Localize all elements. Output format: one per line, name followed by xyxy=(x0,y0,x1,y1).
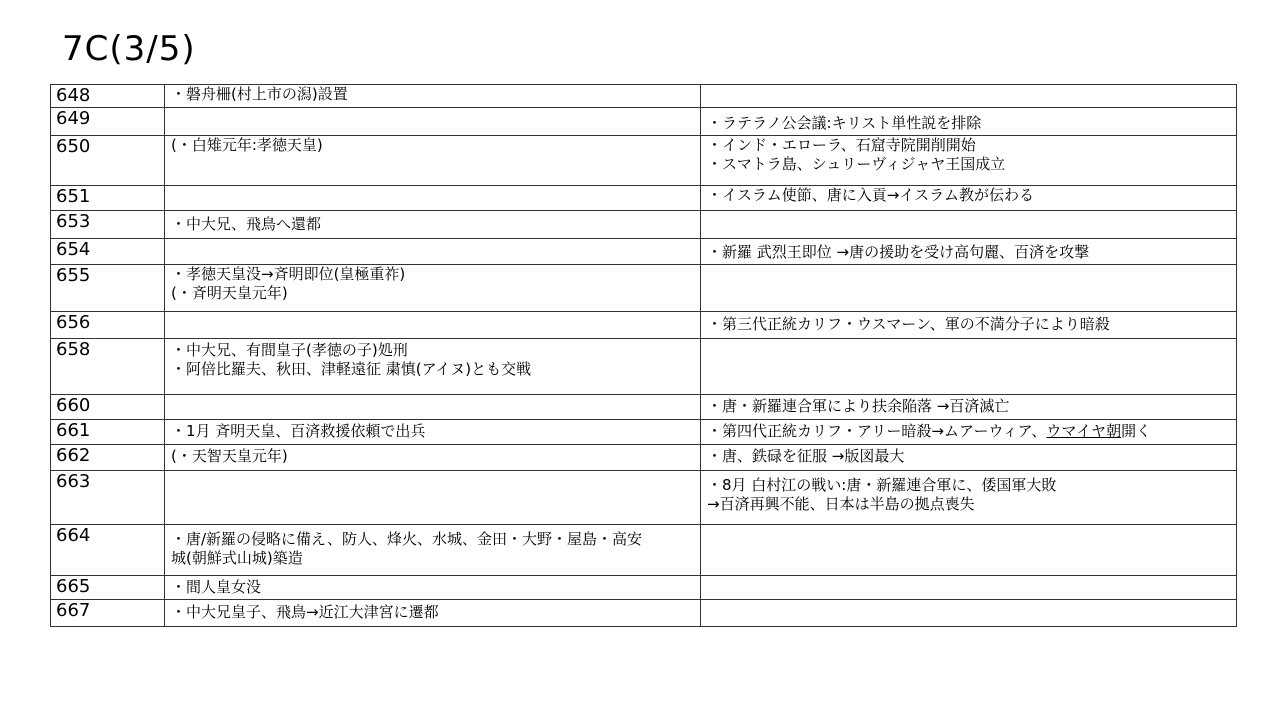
japan-event-cell xyxy=(165,108,701,136)
year-cell: 661 xyxy=(51,420,165,445)
world-event-cell xyxy=(701,265,1237,312)
year-cell: 662 xyxy=(51,445,165,471)
world-event-cell: ・8月 白村江の戦い:唐・新羅連合軍に、倭国軍大敗 →百済再興不能、日本は半島の拠点喪失 xyxy=(701,471,1237,525)
world-event-cell: ・唐・新羅連合軍により扶余陥落 →百済滅亡 xyxy=(701,395,1237,420)
world-event-cell xyxy=(701,339,1237,395)
world-event-cell: ・第三代正統カリフ・ウスマーン、軍の不満分子により暗殺 xyxy=(701,312,1237,339)
page-title: 7C(3/5) xyxy=(62,29,196,69)
umayyad-link-text: ウマイヤ朝 xyxy=(1046,422,1122,440)
table-row xyxy=(51,85,1237,108)
table-row xyxy=(51,186,1237,211)
world-event-cell: ・イスラム使節、唐に入貢→イスラム教が伝わる xyxy=(701,186,1237,211)
table-row xyxy=(51,445,1237,471)
table-row xyxy=(51,420,1237,445)
japan-event-cell xyxy=(165,471,701,525)
table-row xyxy=(51,265,1237,312)
japan-event-cell: ・磐舟柵(村上市の潟)設置 xyxy=(165,85,701,108)
japan-event-cell xyxy=(165,312,701,339)
year-cell: 653 xyxy=(51,211,165,239)
world-event-cell: ・ラテラノ公会議:キリスト単性説を排除 xyxy=(701,108,1237,136)
year-cell: 649 xyxy=(51,108,165,136)
world-event-cell xyxy=(701,211,1237,239)
japan-event-cell xyxy=(165,239,701,265)
world-event-text: 開く xyxy=(1121,422,1152,440)
table-row xyxy=(51,211,1237,239)
year-cell: 648 xyxy=(51,85,165,108)
table-row xyxy=(51,312,1237,339)
world-event-cell: ・新羅 武烈王即位 →唐の援助を受け高句麗、百済を攻撃 xyxy=(701,239,1237,265)
japan-event-cell xyxy=(165,186,701,211)
japan-event-cell: ・中大兄、飛鳥へ還都 xyxy=(165,211,701,239)
world-event-cell xyxy=(701,525,1237,576)
world-event-cell: ・インド・エローラ、石窟寺院開削開始 ・スマトラ島、シュリーヴィジャヤ王国成立 xyxy=(701,136,1237,186)
year-cell: 651 xyxy=(51,186,165,211)
japan-event-cell xyxy=(165,395,701,420)
year-cell: 656 xyxy=(51,312,165,339)
japan-event-cell: (・白雉元年:孝徳天皇) xyxy=(165,136,701,186)
table-row xyxy=(51,239,1237,265)
year-cell: 655 xyxy=(51,265,165,312)
japan-event-cell: ・孝徳天皇没→斉明即位(皇極重祚) (・斉明天皇元年) xyxy=(165,265,701,312)
table-row xyxy=(51,525,1237,576)
world-event-cell xyxy=(701,600,1237,627)
table-row xyxy=(51,471,1237,525)
year-cell: 658 xyxy=(51,339,165,395)
japan-event-cell: ・1月 斉明天皇、百済救援依頼で出兵 xyxy=(165,420,701,445)
table-row xyxy=(51,576,1237,600)
table-row xyxy=(51,339,1237,395)
world-event-cell xyxy=(701,85,1237,108)
year-cell: 667 xyxy=(51,600,165,627)
world-event-text: ・第四代正統カリフ・アリー暗殺→ムアーウィア、 xyxy=(707,422,1047,440)
year-cell: 665 xyxy=(51,576,165,600)
year-cell: 660 xyxy=(51,395,165,420)
japan-event-cell: (・天智天皇元年) xyxy=(165,445,701,471)
world-event-cell xyxy=(701,420,1237,445)
year-cell: 654 xyxy=(51,239,165,265)
japan-event-cell: ・間人皇女没 xyxy=(165,576,701,600)
table-row xyxy=(51,136,1237,186)
japan-event-cell: ・中大兄、有間皇子(孝徳の子)処刑 ・阿倍比羅夫、秋田、津軽遠征 粛慎(アイヌ)とも交戦 xyxy=(165,339,701,395)
table-row xyxy=(51,108,1237,136)
year-cell: 663 xyxy=(51,471,165,525)
table-row xyxy=(51,395,1237,420)
japan-event-cell: ・中大兄皇子、飛鳥→近江大津宮に遷都 xyxy=(165,600,701,627)
world-event-cell: ・唐、鉄碌を征服 →版図最大 xyxy=(701,445,1237,471)
year-cell: 650 xyxy=(51,136,165,186)
table-row xyxy=(51,600,1237,627)
world-event-cell xyxy=(701,576,1237,600)
japan-event-cell: ・唐/新羅の侵略に備え、防人、烽火、水城、金田・大野・屋島・高安 城(朝鮮式山城)築造 xyxy=(165,525,701,576)
timeline-table xyxy=(50,84,1237,627)
year-cell: 664 xyxy=(51,525,165,576)
